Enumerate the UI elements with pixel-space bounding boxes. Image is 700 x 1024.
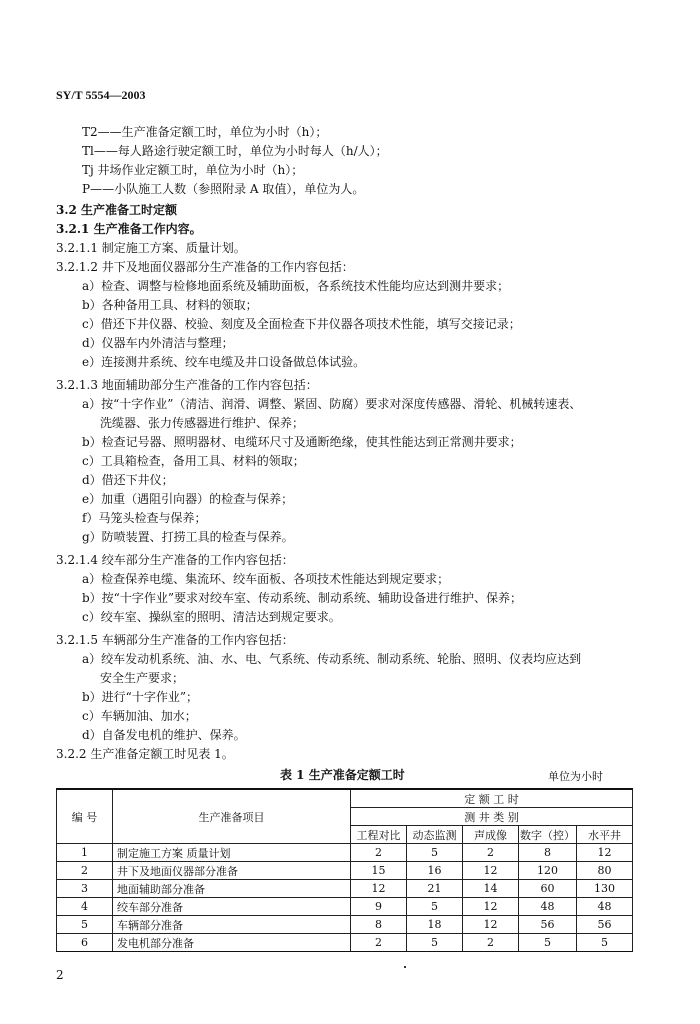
table-cell: 48: [519, 898, 577, 916]
table-cell: 8: [351, 916, 407, 934]
table-cell: 12: [351, 880, 407, 898]
table-row: [57, 880, 633, 898]
definition-tj: Tj 井场作业定额工时，单位为小时（h）；: [82, 163, 304, 177]
table-row: [57, 934, 633, 952]
table-caption: 表 1 生产准备定额工时: [280, 768, 405, 782]
clause-line: 3.2.1.4 绞车部分生产准备的工作内容包括：: [56, 553, 294, 567]
table-row: [57, 862, 633, 880]
standard-header: SY/T 5554—2003: [56, 88, 146, 102]
definition-t2: T2——生产准备定额工时，单位为小时（h）；: [82, 125, 328, 139]
row-number: 2: [57, 862, 113, 880]
list-item: c）绞车室、操纵室的照明、清洁达到规定要求。: [82, 610, 341, 624]
definition-tl: Tl——每人路途行驶定额工时，单位为小时每人（h/人）；: [82, 144, 388, 158]
list-item: b）按“十字作业”要求对绞车室、传动系统、制动系统、辅助设备进行维护、保养；: [82, 591, 522, 605]
list-item: g）防喷装置、打捞工具的检查与保养。: [82, 530, 294, 544]
table-row: [57, 916, 633, 934]
table-cell: 8: [519, 844, 577, 862]
header-quota: 定 额 工 时: [351, 789, 633, 808]
row-number: 1: [57, 844, 113, 862]
section-heading: 3.2 生产准备工时定额: [56, 203, 178, 217]
table-cell: 5: [407, 898, 463, 916]
table-cell: 60: [519, 880, 577, 898]
table-cell: 21: [407, 880, 463, 898]
table-cell: 48: [577, 898, 633, 916]
row-number: 4: [57, 898, 113, 916]
list-item: d）自备发电机的维护、保养。: [82, 728, 246, 742]
list-item: a）检查保养电缆、集流环、绞车面板、各项技术性能达到规定要求；: [82, 572, 450, 586]
table-cell: 5: [407, 934, 463, 952]
row-number: 3: [57, 880, 113, 898]
clause-line: 3.2.1.2 井下及地面仪器部分生产准备的工作内容包括：: [56, 260, 354, 274]
list-item: c）车辆加油、加水；: [82, 709, 197, 723]
table-cell: 15: [351, 862, 407, 880]
column-header: 水平井: [577, 826, 633, 844]
table-row: [57, 898, 633, 916]
clause-line: 3.2.1.1 制定施工方案、质量计划。: [56, 241, 246, 255]
table-cell: 12: [463, 898, 519, 916]
header-logging-type: 测 井 类 别: [351, 808, 633, 826]
list-item: f）马笼头检查与保养；: [82, 511, 207, 525]
table-cell: 5: [577, 934, 633, 952]
table-cell: 120: [519, 862, 577, 880]
list-item-continued: 洗缆器、张力传感器进行维护、保养；: [100, 416, 305, 430]
column-header: 数字（控）: [519, 826, 577, 844]
list-item: a）检查、调整与检修地面系统及辅助面板，各系统技术性能均应达到测井要求；: [82, 279, 510, 293]
row-item: 绞车部分准备: [113, 898, 351, 916]
table-cell: 56: [519, 916, 577, 934]
table-unit: 单位为小时: [548, 770, 603, 783]
clause-line: 3.2.2 生产准备定额工时见表 1。: [56, 747, 234, 761]
row-item: 制定施工方案 质量计划: [113, 844, 351, 862]
list-item: c）借还下井仪器、校验、刻度及全面检查下井仪器各项技术性能，填写交接记录；: [82, 317, 521, 331]
table-cell: 9: [351, 898, 407, 916]
column-header: 动态监测: [407, 826, 463, 844]
table-cell: 2: [463, 934, 519, 952]
row-item: 车辆部分准备: [113, 916, 351, 934]
table-cell: 80: [577, 862, 633, 880]
row-number: 6: [57, 934, 113, 952]
list-item: b）进行“十字作业”；: [82, 690, 198, 704]
header-number: 编 号: [57, 789, 113, 844]
table-cell: 130: [577, 880, 633, 898]
list-item: d）借还下井仪；: [82, 473, 174, 487]
list-item: b）检查记号器、照明器材、电缆环尺寸及通断绝缘，使其性能达到正常测井要求；: [82, 435, 522, 449]
column-header: 声成像: [463, 826, 519, 844]
table-cell: 16: [407, 862, 463, 880]
list-item: e）加重（遇阻引向器）的检查与保养；: [82, 492, 294, 506]
list-item: a）绞车发动机系统、油、水、电、气系统、传动系统、制动系统、轮胎、照明、仪表均应达到: [82, 652, 582, 666]
table-cell: 14: [463, 880, 519, 898]
row-item: 井下及地面仪器部分准备: [113, 862, 351, 880]
list-item: a）按“十字作业”（清洁、润滑、调整、紧固、防腐）要求对深度传感器、滑轮、机械转速表、: [82, 397, 582, 411]
table-cell: 18: [407, 916, 463, 934]
quota-table: [56, 788, 633, 952]
list-item: e）连接测井系统、绞车电缆及井口设备做总体试验。: [82, 355, 366, 369]
table-cell: 5: [407, 844, 463, 862]
table-cell: 56: [577, 916, 633, 934]
row-number: 5: [57, 916, 113, 934]
table-cell: 2: [463, 844, 519, 862]
row-item: 发电机部分准备: [113, 934, 351, 952]
table-cell: 2: [351, 934, 407, 952]
column-header: 工程对比: [351, 826, 407, 844]
definition-p: P——小队施工人数（参照附录 A 取值），单位为人。: [82, 182, 365, 196]
page-number: 2: [56, 968, 64, 982]
table-row: [57, 844, 633, 862]
table-cell: 12: [463, 916, 519, 934]
list-item: b）各种备用工具、材料的领取；: [82, 298, 258, 312]
clause-line: 3.2.1.5 车辆部分生产准备的工作内容包括：: [56, 633, 294, 647]
table-cell: 12: [463, 862, 519, 880]
table-cell: 5: [519, 934, 577, 952]
clause-line: 3.2.1.3 地面辅助部分生产准备的工作内容包括：: [56, 378, 318, 392]
clause-heading: 3.2.1 生产准备工作内容。: [56, 222, 202, 236]
list-item: d）仪器车内外清洁与整理；: [82, 336, 234, 350]
table-cell: 2: [351, 844, 407, 862]
scan-speck: [404, 966, 406, 968]
row-item: 地面辅助部分准备: [113, 880, 351, 898]
header-item: 生产准备项目: [113, 789, 351, 844]
table-cell: 12: [577, 844, 633, 862]
list-item-continued: 安全生产要求；: [100, 671, 185, 685]
list-item: c）工具箱检查，备用工具、材料的领取；: [82, 454, 305, 468]
